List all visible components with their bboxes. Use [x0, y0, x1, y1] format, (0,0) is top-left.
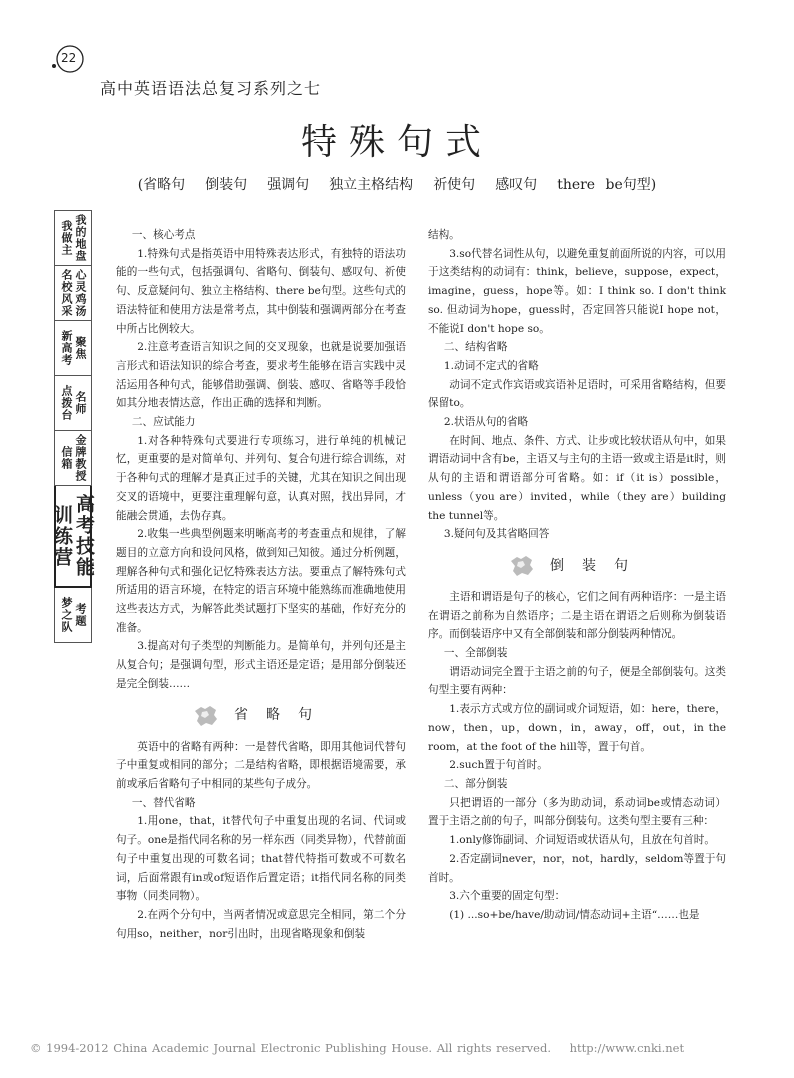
paragraph: 1.对各种特殊句式要进行专项练习，进行单纯的机械记忆，更重要的是对简单句、并列句、复合句进行综合训练，对于各种句式的理解才是真正过手的关键，尤其在知识之间出现交叉的语境中，更要注重理解句意，认真对照，找出异同，才能融会贯通，去伪存真。 [116, 434, 406, 522]
paragraph: 谓语动词完全置于主语之前的句子，便是全部倒装句。这类句型主要有两种： [428, 665, 726, 697]
column-nav-label: 点拨台 [60, 385, 73, 421]
paragraph: 结构。 [428, 229, 460, 241]
paragraph: 2.否定副词never，nor，not，hardly，seldom等置于句首时。 [428, 852, 726, 884]
column-nav-label: 聚焦 [74, 336, 87, 360]
subheading: 二、部分倒装 [443, 777, 508, 790]
subtitle-item: 祈使句 [433, 177, 476, 193]
column-nav-item [54, 431, 92, 486]
column-nav-label: 我的地盘 [74, 214, 87, 262]
column-nav-label: 我做主 [60, 220, 73, 256]
paragraph: 2.注意考查语言知识之间的交叉现象，也就是说要加强语言形式和语法知识的综合考查，要求考生能够在语言实践中灵活运用各种句式，能够借助强调、倒装、感叹、省略等手段恰如其分地表情达意，作出正确的选择和判断。 [116, 341, 406, 410]
subheading: 一、替代省略 [131, 796, 196, 809]
paragraph: 3.提高对句子类型的判断能力。是简单句，并列句还是主从复合句；是强调句型，形式主语还是定语；是用部分倒装还是完全倒装…… [116, 640, 406, 690]
paragraph: 2.such置于句首时。 [449, 759, 548, 772]
subheading: 一、核心考点 [131, 229, 196, 241]
column-nav-item [54, 210, 92, 266]
paragraph: 在时间、地点、条件、方式、让步或比较状语从句中，如果谓语动词中含有be，主语又与主句的主语一致或主语是it时，则从句的主语和谓语部分可省略。如：if（it is）possible，unless（you are）invited，while（they are）building the tunnel等。 [428, 434, 726, 522]
article-title: 特殊句式 [300, 122, 493, 163]
right-column [428, 226, 726, 925]
map-icon [192, 703, 220, 729]
column-nav-label: 名师 [74, 391, 87, 415]
subheading: 二、应试能力 [131, 416, 196, 429]
paragraph: 1.表示方式或方位的副词或介词短语，如：here，there，now，then，up，down，in，away，off，out，in the room，at the foot of the hill等，置于句首。 [428, 703, 726, 753]
column-nav-item [54, 588, 92, 643]
subtitle-item: 倒装句 [205, 177, 248, 193]
section-heading [428, 546, 726, 586]
paragraph: 1.特殊句式是指英语中用特殊表达形式，有独特的语法功能的一些句式，包括强调句、省略句、倒装句、感叹句、祈使句、反意疑问句、独立主格结构、there be句型。这些句式的语法特征和使用方法是常考点，其中倒装和强调两部分在考查中所占比例较大。 [116, 247, 406, 335]
footer [30, 1041, 684, 1055]
column-nav-label: 梦之队 [60, 597, 73, 633]
subtitle-item: 独立主格结构 [329, 177, 414, 193]
subheading: 3.疑问句及其省略回答 [443, 528, 550, 541]
article-subtitle [0, 174, 794, 194]
paragraph: 1.用one，that，it替代句子中重复出现的名词、代词或句子。one是指代同名称的另一样东西（同类异物），代替前面句子中重复出现的可数名词；that替代特指可数或不可数名词，后面常跟有in或of短语作后置定语；it指代同名称的同类事物（同类同物）。 [116, 815, 406, 903]
page-number-badge [48, 44, 84, 74]
subtitle-item: (省略句 [137, 177, 186, 193]
column-nav [51, 210, 95, 643]
section-heading-text: 倒装句 [550, 557, 646, 574]
subtitle-item: there be句型) [557, 177, 657, 193]
series-title: 高中英语语法总复习系列之七 [100, 79, 322, 98]
subtitle-item: 感叹句 [495, 177, 538, 193]
column-nav-label: 考题 [74, 603, 87, 627]
column-nav-item [54, 266, 92, 321]
left-column [116, 226, 406, 943]
column-nav-label: 名校风采 [60, 269, 73, 317]
paragraph: 动词不定式作宾语或宾语补足语时，可采用省略结构，但要保留to。 [428, 378, 726, 410]
footer-url: http://www.cnki.net [569, 1041, 685, 1055]
subheading: 二、结构省略 [443, 341, 508, 354]
column-nav-item [54, 321, 92, 376]
paragraph: (1) ...so+be/have/助动词/情态动词+主语“……也是 [449, 908, 700, 921]
subheading: 2.状语从句的省略 [443, 416, 529, 429]
paragraph: 1.only修饰副词、介词短语或状语从句，且放在句首时。 [449, 834, 715, 847]
paragraph: 3.so代替名词性从句，以避免重复前面所说的内容，可以用于这类结构的动词有：think，believe，suppose，expect，imagine，guess，hope等。如：I think so. I don't think so. 但动词为hope，guess时，否定回答只能说I hope not，不能说I don't hope so。 [428, 247, 726, 335]
column-nav-item [54, 376, 92, 431]
paragraph: 只把谓语的一部分（多为助动词，系动词be或情态动词）置于主语之前的句子，叫部分倒装句。这类句型主要有三种： [428, 796, 726, 828]
column-nav-label: 训练营 [51, 504, 73, 568]
column-nav-item [51, 486, 95, 588]
paragraph: 主语和谓语是句子的核心，它们之间有两种语序：一是主语在谓语之前称为自然语序；二是主语在谓语之后则称为倒装语序。而倒装语序中又有全部倒装和部分倒装两种情况。 [428, 590, 726, 641]
subheading: 一、全部倒装 [443, 647, 508, 660]
column-nav-label: 信箱 [60, 446, 73, 470]
subtitle-item: 强调句 [267, 177, 310, 193]
column-nav-label: 心灵鸡汤 [74, 269, 87, 317]
map-icon [508, 553, 536, 579]
footer-copyright: © 1994-2012 China Academic Journal Electronic Publishing House. All rights reserved. [30, 1041, 551, 1055]
page-number: 22 [61, 51, 77, 65]
paragraph: 3.六个重要的固定句型： [449, 890, 566, 903]
paragraph: 2.收集一些典型例题来明晰高考的考查重点和规律，了解题目的立意方向和设问风格，做到知己知彼。通过分析例题，理解各种句式和强化记忆特殊表达方法。要重点了解特殊句式所适用的语言环境，在特定的语言环境中能熟练而准确地使用这些表达方式，为解答此类试题打下坚实的基础，作好充分的准备。 [116, 528, 406, 634]
paragraph: 英语中的省略有两种：一是替代省略，即用其他词代替句子中重复或相同的部分；二是结构省略，即根据语境需要，承前或承后省略句子中相同的某些句子成分。 [116, 740, 406, 790]
section-heading-text: 省略句 [234, 707, 330, 724]
column-nav-label: 高考技能 [73, 494, 95, 578]
column-nav-label: 金牌教授 [74, 434, 87, 482]
paragraph: 2.在两个分句中，当两者情况或意思完全相同，第二个分句用so，neither，nor引出时，出现省略现象和倒装 [116, 908, 406, 940]
column-nav-label: 新高考 [60, 330, 73, 366]
section-heading [116, 696, 406, 736]
subheading: 1.动词不定式的省略 [443, 359, 539, 372]
